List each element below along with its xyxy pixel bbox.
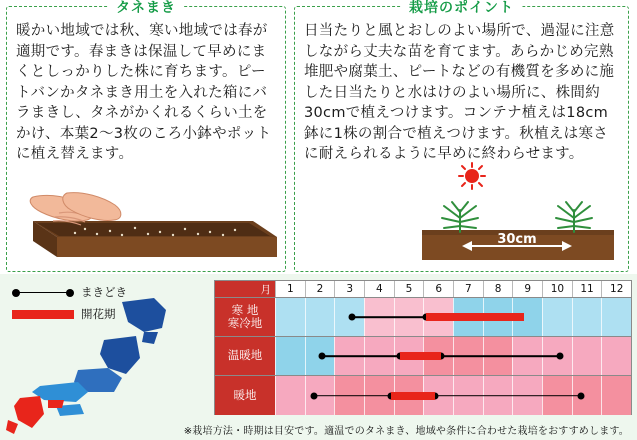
sowing-period-dot <box>577 392 584 399</box>
flowering-period-bar <box>426 313 524 321</box>
japan-region-map <box>4 288 214 436</box>
sowing-period-dot <box>310 392 317 399</box>
sowing-period-dot <box>556 353 563 360</box>
month-cell: 7 <box>453 281 483 297</box>
chart-row-label-cold <box>215 298 275 336</box>
panel-sowing <box>6 0 286 272</box>
spacing-label: 30cm <box>497 232 537 247</box>
flowering-period-bar <box>391 392 436 400</box>
hands-sowing-illustration <box>15 191 279 267</box>
cultivation-calendar-chart <box>214 280 632 415</box>
sowing-period-dot <box>319 353 326 360</box>
panel-sowing-title: タネまき <box>108 0 184 17</box>
row-label-line1: 寒 地 <box>231 302 259 317</box>
month-cell: 8 <box>483 281 513 297</box>
chart-month-header: 月 <box>215 281 275 297</box>
sowing-period-dot <box>349 314 356 321</box>
chart-row-label-warm: 暖地 <box>215 376 275 415</box>
chart-cell <box>601 337 631 375</box>
month-cell: 11 <box>572 281 602 297</box>
panel-sowing-text: 暖かい地域では秋、寒い地域では春が適期です。春まきは保温して早めにまくとしっかりした株に育ちます。ピートバンかタネまき用土を入れた箱にバラまきし、タネがかくれるくらい土をかけ、本葉2～3枚のころ小鉢やポットに植え替えます。 <box>16 23 272 163</box>
chart-row-cold <box>215 298 631 337</box>
chart-month-cells <box>275 281 631 297</box>
calendar-section <box>0 274 637 440</box>
legend-label-flowering: 開花期 <box>81 307 116 321</box>
legend-label-sowing: まきどき <box>81 285 127 299</box>
chart-row-label-temperate: 温暖地 <box>215 337 275 375</box>
sowing-period-line <box>322 355 399 357</box>
chart-cell <box>572 298 602 336</box>
chart-row-warm <box>215 376 631 415</box>
sowing-period-line <box>435 395 580 397</box>
chart-row-grid-cold <box>275 298 631 336</box>
chart-cell <box>275 376 305 415</box>
month-cell: 1 <box>275 281 305 297</box>
chart-row-temperate <box>215 337 631 376</box>
chart-row-grid-warm <box>275 376 631 415</box>
chart-cell <box>601 298 631 336</box>
map-region-okinawa <box>6 420 18 434</box>
chart-header-row <box>215 281 631 298</box>
map-region-hokkaido <box>122 298 166 332</box>
sowing-period-line <box>441 355 560 357</box>
sun-icon <box>459 163 485 189</box>
panel-growing-tips-text: 日当たりと風とおしのよい場所で、過湿に注意しながら丈夫な苗を育てます。あらかじめ完熟堆肥や腐葉土、ピートなどの有機質を多めに施した日当たりと水はけのよい場所に、株間約30cmで植えつけます。コンテナ植えは18cm鉢に1株の割合で植えつけます。秋植えは寒さに耐えられるように早めに終わらせます。 <box>304 23 615 163</box>
month-cell: 2 <box>305 281 335 297</box>
flowering-period-bar <box>400 352 442 360</box>
chart-footnote: ※栽培方法・時期は目安です。適温でのタネまき、地域や条件に合わせた栽培をおすすめします。 <box>183 426 629 437</box>
month-cell: 10 <box>542 281 572 297</box>
map-region-kyushu <box>14 396 44 428</box>
chart-cell <box>275 298 305 336</box>
month-cell: 5 <box>394 281 424 297</box>
sowing-period-line <box>314 395 391 397</box>
month-cell: 6 <box>423 281 453 297</box>
chart-cell <box>601 376 631 415</box>
plant-spacing-illustration <box>414 162 622 267</box>
row-label-line2: 寒冷地 <box>227 316 263 330</box>
sowing-period-line <box>352 316 426 318</box>
panel-growing-tips-title: 栽培のポイント <box>401 0 522 17</box>
panel-growing-tips <box>294 0 629 272</box>
chart-cell <box>275 337 305 375</box>
chart-row-grid-temperate <box>275 337 631 375</box>
chart-cell <box>572 337 602 375</box>
panel-sowing-body <box>7 7 285 169</box>
chart-cell <box>542 298 572 336</box>
panel-growing-tips-body <box>295 7 628 169</box>
month-cell: 4 <box>364 281 394 297</box>
month-cell: 3 <box>334 281 364 297</box>
chart-cell <box>305 298 335 336</box>
month-cell: 12 <box>601 281 631 297</box>
month-cell: 9 <box>512 281 542 297</box>
